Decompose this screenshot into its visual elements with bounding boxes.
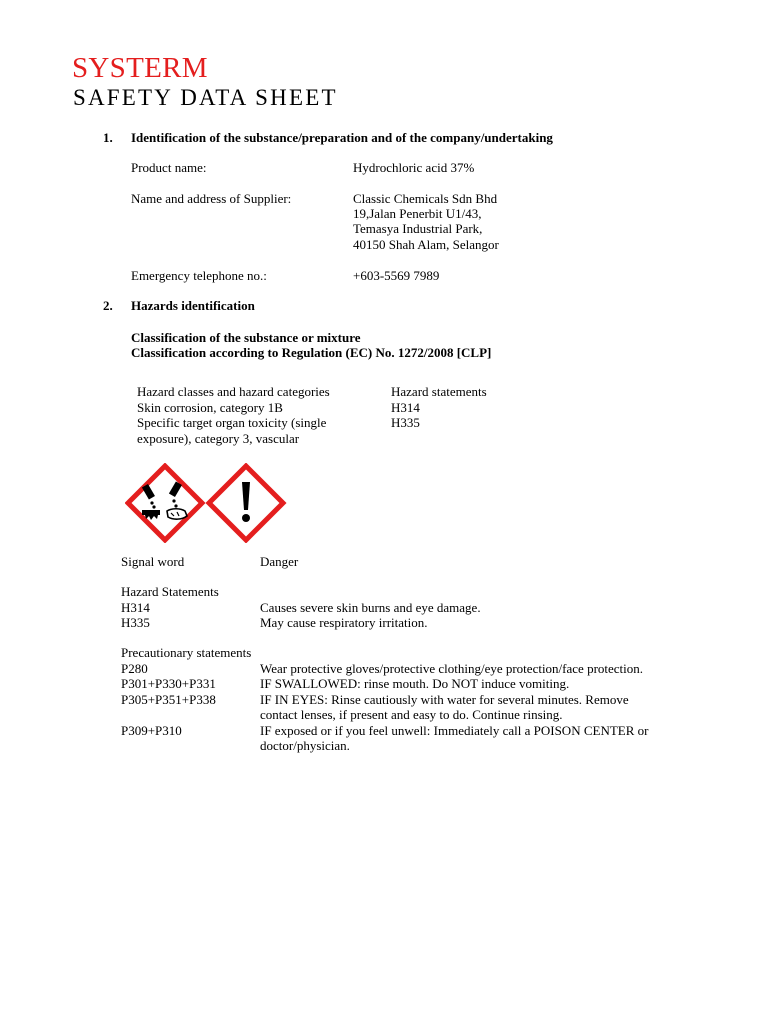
precaution-3-code: P305+P351+P338: [121, 692, 216, 707]
supplier-line-3: Temasya Industrial Park,: [353, 221, 483, 236]
hazard-class-1: Skin corrosion, category 1B: [137, 400, 283, 415]
precaution-1-text: Wear protective gloves/protective clothing/eye protection/face protection.: [260, 661, 644, 676]
section-2-heading: Hazards identification: [131, 298, 255, 313]
section-1-heading: Identification of the substance/preparation and of the company/undertaking: [131, 130, 553, 145]
section-2-number: 2.: [103, 298, 113, 313]
supplier-line-2: 19,Jalan Penerbit U1/43,: [353, 206, 482, 221]
precaution-2-text: IF SWALLOWED: rinse mouth. Do NOT induce vomiting.: [260, 676, 570, 691]
product-name-value: Hydrochloric acid 37%: [353, 160, 475, 175]
hazard-classes-header: Hazard classes and hazard categories: [137, 384, 330, 399]
exclamation-mark-pictogram-icon: [209, 466, 283, 540]
supplier-line-4: 40150 Shah Alam, Selangor: [353, 237, 499, 252]
signal-word-label: Signal word: [121, 554, 185, 569]
precaution-3-text-line-1: IF IN EYES: Rinse cautiously with water for several minutes. Remove: [260, 692, 629, 707]
section-1-number: 1.: [103, 130, 113, 145]
emergency-telephone-label: Emergency telephone no.:: [131, 268, 267, 283]
product-name-label: Product name:: [131, 160, 207, 175]
hazard-class-2-statement: H335: [391, 415, 420, 430]
document-title: SAFETY DATA SHEET: [73, 85, 338, 110]
precaution-2-code: P301+P330+P331: [121, 676, 216, 691]
signal-word-value: Danger: [260, 554, 299, 569]
corrosion-pictogram-icon: [128, 466, 202, 540]
regulation-heading: Classification according to Regulation (EC) No. 1272/2008 [CLP]: [131, 345, 492, 360]
hazard-class-2-line-1: Specific target organ toxicity (single: [137, 415, 327, 430]
supplier-line-1: Classic Chemicals Sdn Bhd: [353, 191, 498, 206]
ghs-pictograms: [125, 463, 287, 543]
hazard-statement-1-code: H314: [121, 600, 150, 615]
hazard-statement-1-text: Causes severe skin burns and eye damage.: [260, 600, 481, 615]
corrosion-pictogram-icon: [125, 463, 287, 543]
precaution-4-code: P309+P310: [121, 723, 182, 738]
emergency-telephone-value: +603-5569 7989: [353, 268, 440, 283]
precautionary-heading: Precautionary statements: [121, 645, 252, 660]
precaution-3-text-line-2: contact lenses, if present and easy to do. Continue rinsing.: [260, 707, 563, 722]
hazard-statements-heading: Hazard Statements: [121, 584, 219, 599]
hazard-class-1-statement: H314: [391, 400, 420, 415]
brand-logo-text: SYSTERM: [72, 52, 208, 84]
precaution-4-text-line-2: doctor/physician.: [260, 738, 350, 753]
precaution-1-code: P280: [121, 661, 148, 676]
classification-heading: Classification of the substance or mixture: [131, 330, 361, 345]
hazard-statements-header: Hazard statements: [391, 384, 487, 399]
supplier-label: Name and address of Supplier:: [131, 191, 292, 206]
hazard-statement-2-text: May cause respiratory irritation.: [260, 615, 428, 630]
precaution-4-text-line-1: IF exposed or if you feel unwell: Immediately call a POISON CENTER or: [260, 723, 649, 738]
hazard-statement-2-code: H335: [121, 615, 150, 630]
hazard-class-2-line-2: exposure), category 3, vascular: [137, 431, 300, 446]
